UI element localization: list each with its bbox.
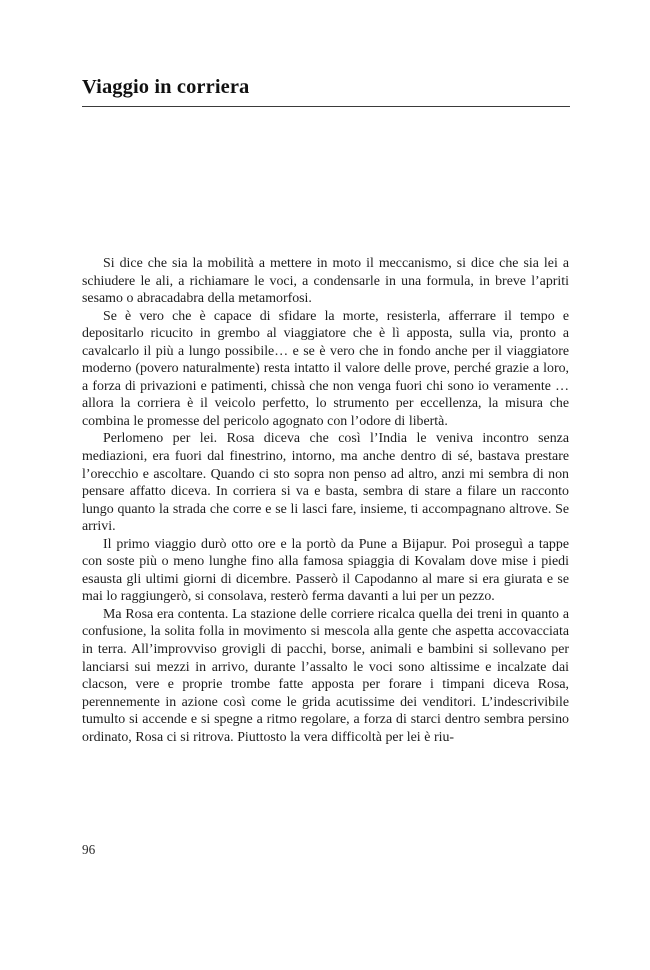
- paragraph-4: Il primo viaggio durò otto ore e la portò da Pune a Bijapur. Poi proseguì a tappe con soste più o meno lunghe fino alla famosa spiaggia di Kovalam dove mise i piedi esausta gli ultimi giorni di dicembre. Passerò il Capodanno al mare si era giurata e se mai lo raggiungerò, si consolava, resterò ferma davanti a lui per un pezzo.: [82, 536, 569, 605]
- paragraph-3: Perlomeno per lei. Rosa diceva che così l’India le veniva incontro senza mediazioni, era fuori dal finestrino, intorno, ma anche dentro di sé, bastava prestare l’orecchio e ascoltare. Quando ci sto sopra non penso ad altro, anzi mi sembra di non pensare affatto diceva. In corriera si va e basta, sembra di stare a filare un racconto lungo quanto la strada che corre e se li lasci fare, insieme, ti accompagnano altrove. Se arrivi.: [82, 431, 569, 535]
- paragraph-5: Ma Rosa era contenta. La stazione delle corriere ricalca quella dei treni in quanto a confusione, la solita folla in movimento si mescola alla gente che aspetta accovacciata in terra. All’improvviso grovigli di pacchi, borse, animali e bambini si sollevano per lanciarsi sui mezzi in arrivo, durante l’assalto le voci sono altissime e incalzate dai clacson, vere e proprie trombe fatte apposta per forare i timpani diceva Rosa, perennemente in azione così come le grida acutissime dei venditori. L’indescrivibile tumulto si accende e si spegne a ritmo regolare, a forza di starci dentro sembra persino ordinato, Rosa ci si ritrova. Piuttosto la vera difficoltà per lei è riu-: [82, 606, 569, 745]
- page-title: Viaggio in corriera: [82, 76, 250, 98]
- page-number: 96: [82, 842, 96, 857]
- title-divider: [82, 106, 570, 107]
- paragraph-2: Se è vero che è capace di sfidare la morte, resisterla, afferrare il tempo e depositarlo ricucito in grembo al viaggiatore che è lì apposta, sulla via, pronto a cavalcarlo il più a lungo possibile… e se è vero che in fondo anche per il viaggiatore moderno (povero naturalmente) resta intatto il valore delle prove, perché grazie a loro, a forza di privazioni e patimenti, chissà che non venga fuori chi sono io veramente … allora la corriera è il veicolo perfetto, lo strumento per eccellenza, la misura che combina le promesse del pericolo agognato con l’odore di libertà.: [82, 308, 569, 429]
- body-text-column: [82, 255, 569, 746]
- paragraph-1: Si dice che sia la mobilità a mettere in moto il meccanismo, si dice che sia lei a schiudere le ali, a richiamare le voci, a condensarle in una formula, in breve l’apriti sesamo o abracadabra della metamorfosi.: [82, 256, 569, 307]
- chapter-header: [82, 74, 570, 107]
